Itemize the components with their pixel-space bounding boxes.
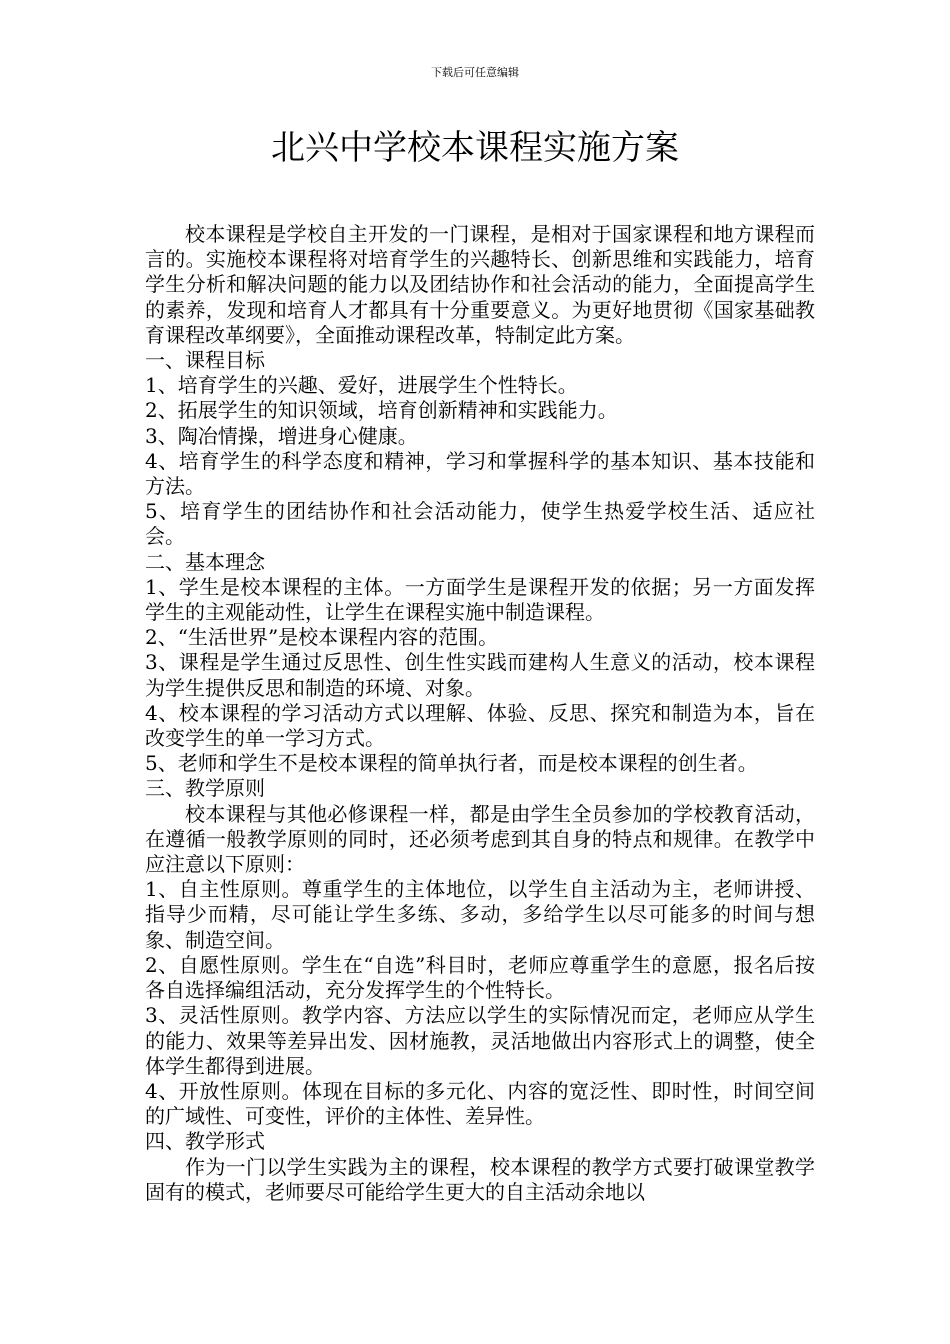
list-item: 4、培育学生的科学态度和精神，学习和掌握科学的基本知识、基本技能和方法。 (145, 448, 815, 499)
list-item: 3、课程是学生通过反思性、创生性实践而建构人生意义的活动，校本课程为学生提供反思和制造的环境、对象。 (145, 650, 815, 700)
section-intro-paragraph: 校本课程与其他必修课程一样，都是由学生全员参加的学校教育活动，在遵循一般教学原则的同时，还必须考虑到其自身的特点和规律。在教学中应注意以下原则： (145, 801, 815, 877)
intro-paragraph: 校本课程是学校自主开发的一门课程，是相对于国家课程和地方课程而言的。实施校本课程将对培育学生的兴趣特长、创新思维和实践能力，培育学生分析和解决问题的能力以及团结协作和社会活动的能力，全面提高学生的素养，发现和培育人才都具有十分重要意义。为更好地贯彻《国家基础教育课程改革纲要》，全面推动课程改革，特制定此方案。 (145, 222, 815, 347)
document-title: 北兴中学校本课程实施方案 (271, 128, 679, 168)
list-item: 3、灵活性原则。教学内容、方法应以学生的实际情况而定，老师应从学生的能力、效果等差异出发、因材施教，灵活地做出内容形式上的调整，使全体学生都得到进展。 (145, 1003, 815, 1078)
document-body (145, 222, 815, 1205)
list-item: 5、老师和学生不是校本课程的简单执行者，而是校本课程的创生者。 (145, 751, 758, 776)
list-item: 4、开放性原则。体现在目标的多元化、内容的宽泛性、即时性，时间空间的广域性、可变性，评价的主体性、差异性。 (145, 1078, 815, 1129)
list-item: 1、培育学生的兴趣、爱好，进展学生个性特长。 (145, 373, 578, 398)
list-item: 2、“生活世界”是校本课程内容的范围。 (145, 625, 499, 650)
section-heading-principles: 三、教学原则 (145, 776, 265, 801)
list-item: 2、自愿性原则。学生在“自选”科目时，老师应尊重学生的意愿，报名后按各自选择编组活动，充分发挥学生的个性特长。 (145, 952, 815, 1003)
list-item: 2、拓展学生的知识领域，培育创新精神和实践能力。 (145, 398, 618, 423)
list-item: 1、学生是校本课程的主体。一方面学生是课程开发的依据；另一方面发挥学生的主观能动性，让学生在课程实施中制造课程。 (145, 574, 815, 625)
header-note: 下载后可任意编辑 (431, 66, 519, 79)
list-item: 5、培育学生的团结协作和社会活动能力，使学生热爱学校生活、适应社会。 (145, 499, 815, 549)
section-intro-paragraph: 作为一门以学生实践为主的课程，校本课程的教学方式要打破课堂教学固有的模式，老师要尽可能给学生更大的自主活动余地以 (145, 1154, 815, 1204)
section-heading-goals: 一、课程目标 (145, 348, 265, 373)
list-item: 4、校本课程的学习活动方式以理解、体验、反思、探究和制造为本，旨在改变学生的单一学习方式。 (145, 700, 815, 751)
list-item: 1、自主性原则。尊重学生的主体地位，以学生自主活动为主，老师讲授、指导少而精，尽可能让学生多练、多动，多给学生以尽可能多的时间与想象、制造空间。 (145, 877, 815, 952)
section-heading-concepts: 二、基本理念 (145, 549, 265, 574)
list-item: 3、陶冶情操，增进身心健康。 (145, 423, 418, 448)
section-heading-teaching-forms: 四、教学形式 (145, 1129, 265, 1154)
